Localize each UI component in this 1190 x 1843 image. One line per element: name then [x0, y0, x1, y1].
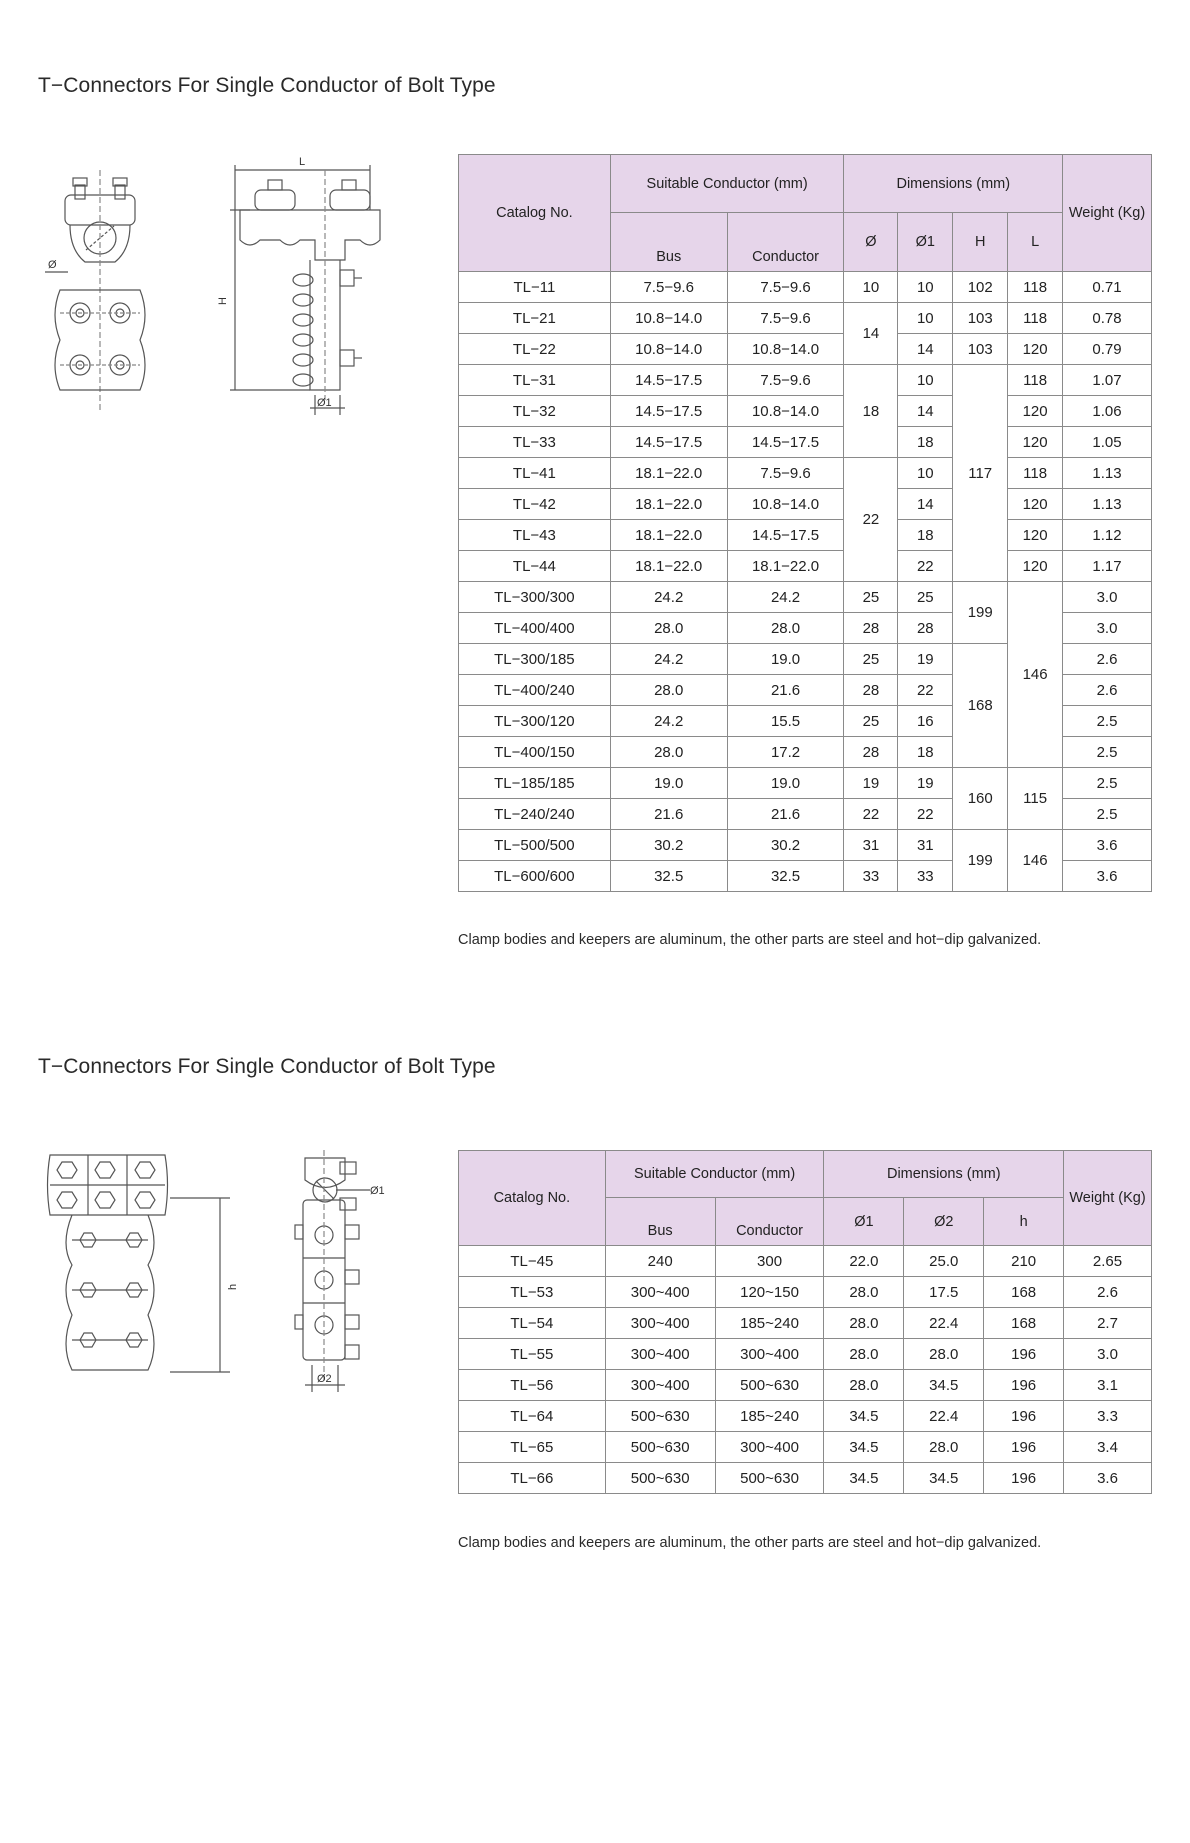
- table-cell: 21.6: [727, 799, 844, 830]
- header-d1: Ø1: [898, 213, 953, 272]
- table-cell: 28.0: [824, 1339, 904, 1370]
- table-cell: 19.0: [727, 768, 844, 799]
- table-row: [459, 365, 1152, 396]
- table-cell: 32.5: [610, 861, 727, 892]
- table-cell: 21.6: [610, 799, 727, 830]
- table-cell: 3.3: [1064, 1401, 1152, 1432]
- table-row: [459, 1339, 1152, 1370]
- table-cell: 14.5−17.5: [727, 427, 844, 458]
- table-cell: 146: [1008, 830, 1063, 892]
- table-cell: 115: [1008, 768, 1063, 830]
- table-cell: TL−300/185: [459, 644, 611, 675]
- table-cell: 500~630: [715, 1463, 824, 1494]
- table-row: [459, 1246, 1152, 1277]
- table-cell: 18: [844, 365, 898, 458]
- table-row: [459, 520, 1152, 551]
- header-catalog: Catalog No.: [459, 155, 611, 272]
- header-H: H: [953, 213, 1008, 272]
- table-cell: 31: [898, 830, 953, 861]
- table-cell: 19: [898, 644, 953, 675]
- section2-note: Clamp bodies and keepers are aluminum, the other parts are steel and hot−dip galvanized.: [458, 1535, 1042, 1551]
- table-cell: 3.6: [1063, 861, 1152, 892]
- table-cell: 19: [898, 768, 953, 799]
- table-cell: 10.8−14.0: [727, 396, 844, 427]
- table-cell: 7.5−9.6: [727, 365, 844, 396]
- table-cell: 196: [984, 1370, 1064, 1401]
- table-cell: 24.2: [727, 582, 844, 613]
- table-cell: 18: [898, 427, 953, 458]
- table-cell: 14.5−17.5: [610, 396, 727, 427]
- table-cell: 19.0: [727, 644, 844, 675]
- table-cell: 2.7: [1064, 1308, 1152, 1339]
- header-dimensions-2: Dimensions (mm): [824, 1151, 1064, 1198]
- table-cell: 240: [605, 1246, 715, 1277]
- table-cell: 17.2: [727, 737, 844, 768]
- table-cell: 2.5: [1063, 706, 1152, 737]
- table-cell: 0.78: [1063, 303, 1152, 334]
- table-cell: 168: [984, 1308, 1064, 1339]
- table-cell: 1.12: [1063, 520, 1152, 551]
- table-cell: 2.6: [1063, 644, 1152, 675]
- dim-label-d1-2: Ø1: [370, 1185, 385, 1197]
- header-dimensions: Dimensions (mm): [844, 155, 1063, 213]
- table-cell: 3.0: [1064, 1339, 1152, 1370]
- table-cell: 3.0: [1063, 582, 1152, 613]
- table-cell: 7.5−9.6: [610, 272, 727, 303]
- table-cell: TL−32: [459, 396, 611, 427]
- table-cell: 0.79: [1063, 334, 1152, 365]
- table-cell: 300~400: [715, 1432, 824, 1463]
- header-d1-2: Ø1: [824, 1198, 904, 1246]
- table-cell: TL−11: [459, 272, 611, 303]
- table-cell: TL−56: [459, 1370, 606, 1401]
- table-cell: 34.5: [824, 1432, 904, 1463]
- table-cell: 196: [984, 1339, 1064, 1370]
- table-cell: 117: [953, 365, 1008, 582]
- table-cell: 19.0: [610, 768, 727, 799]
- table-cell: TL−500/500: [459, 830, 611, 861]
- header-weight: Weight (Kg): [1063, 155, 1152, 272]
- header-weight-2: Weight (Kg): [1064, 1151, 1152, 1246]
- table-cell: TL−53: [459, 1277, 606, 1308]
- table-cell: 10: [898, 272, 953, 303]
- table-cell: 3.6: [1063, 830, 1152, 861]
- table-cell: 18: [898, 737, 953, 768]
- table-cell: 7.5−9.6: [727, 303, 844, 334]
- table-cell: 1.13: [1063, 458, 1152, 489]
- table-cell: 18.1−22.0: [610, 551, 727, 582]
- table-cell: 28.0: [610, 737, 727, 768]
- table-cell: 500~630: [605, 1401, 715, 1432]
- table-cell: 28: [898, 613, 953, 644]
- table-cell: 185~240: [715, 1308, 824, 1339]
- table-cell: 25: [844, 582, 898, 613]
- dim-label-L: L: [299, 156, 306, 168]
- table-cell: 1.13: [1063, 489, 1152, 520]
- table-cell: 28.0: [904, 1339, 984, 1370]
- header-conductor-2: Conductor: [715, 1198, 824, 1246]
- table-cell: 22: [898, 551, 953, 582]
- table-cell: 22: [898, 675, 953, 706]
- table-cell: TL−44: [459, 551, 611, 582]
- table-cell: 199: [953, 582, 1008, 644]
- header-L: L: [1008, 213, 1063, 272]
- dim-label-H: H: [217, 297, 229, 305]
- table-row: [459, 830, 1152, 861]
- table-cell: 300~400: [715, 1339, 824, 1370]
- table-cell: TL−45: [459, 1246, 606, 1277]
- table-cell: 24.2: [610, 582, 727, 613]
- table-cell: 14: [898, 489, 953, 520]
- table-row: [459, 272, 1152, 303]
- table-cell: 300~400: [605, 1370, 715, 1401]
- table-row: [459, 303, 1152, 334]
- table-cell: 28: [844, 613, 898, 644]
- header-suitable-conductor-2: Suitable Conductor (mm): [605, 1151, 824, 1198]
- table-cell: 185~240: [715, 1401, 824, 1432]
- section1-title: T−Connectors For Single Conductor of Bolt Type: [38, 74, 496, 97]
- table-cell: TL−41: [459, 458, 611, 489]
- table-cell: 120~150: [715, 1277, 824, 1308]
- table-cell: 10.8−14.0: [727, 489, 844, 520]
- spec-table-2-body: [459, 1246, 1152, 1494]
- table-cell: 10: [898, 303, 953, 334]
- table-cell: 168: [984, 1277, 1064, 1308]
- table-cell: 34.5: [824, 1463, 904, 1494]
- table-cell: 14: [898, 396, 953, 427]
- table-cell: TL−55: [459, 1339, 606, 1370]
- table-cell: 120: [1008, 489, 1063, 520]
- header-bus: Bus: [610, 213, 727, 272]
- table-cell: 30.2: [727, 830, 844, 861]
- table-cell: 14: [844, 303, 898, 365]
- table-cell: 28.0: [610, 675, 727, 706]
- header-suitable-conductor: Suitable Conductor (mm): [610, 155, 844, 213]
- table-cell: 120: [1008, 427, 1063, 458]
- dim-label-h: h: [227, 1283, 239, 1290]
- table-cell: 28: [844, 737, 898, 768]
- table-cell: 24.2: [610, 706, 727, 737]
- table-cell: 22: [844, 799, 898, 830]
- dim-label-d: Ø: [48, 259, 57, 271]
- bolt-type-connector-drawing-1: [40, 150, 400, 430]
- table-cell: 34.5: [904, 1463, 984, 1494]
- table-cell: 17.5: [904, 1277, 984, 1308]
- table-cell: 10.8−14.0: [610, 303, 727, 334]
- table-row: [459, 768, 1152, 799]
- spec-table-1: [458, 154, 1152, 892]
- table-cell: 22: [844, 458, 898, 582]
- table-row: [459, 1432, 1152, 1463]
- table-cell: 2.65: [1064, 1246, 1152, 1277]
- table-cell: 18.1−22.0: [610, 520, 727, 551]
- table-cell: 2.5: [1063, 737, 1152, 768]
- table-cell: 500~630: [605, 1463, 715, 1494]
- table-cell: 2.6: [1064, 1277, 1152, 1308]
- table-row: [459, 1401, 1152, 1432]
- table-row: [459, 582, 1152, 613]
- table-cell: 168: [953, 644, 1008, 768]
- section1-note: Clamp bodies and keepers are aluminum, the other parts are steel and hot−dip galvanized.: [458, 932, 1042, 948]
- table-cell: 196: [984, 1401, 1064, 1432]
- table-cell: 22.4: [904, 1308, 984, 1339]
- table-cell: TL−31: [459, 365, 611, 396]
- table-cell: 500~630: [605, 1432, 715, 1463]
- header-catalog-2: Catalog No.: [459, 1151, 606, 1246]
- table-cell: 0.71: [1063, 272, 1152, 303]
- header-d2: Ø2: [904, 1198, 984, 1246]
- bolt-type-connector-drawing-2: [40, 1140, 420, 1410]
- table-cell: 30.2: [610, 830, 727, 861]
- table-row: [459, 334, 1152, 365]
- table-cell: 21.6: [727, 675, 844, 706]
- table-cell: 14: [898, 334, 953, 365]
- table-cell: TL−600/600: [459, 861, 611, 892]
- table-cell: 118: [1008, 365, 1063, 396]
- table-cell: 25.0: [904, 1246, 984, 1277]
- table-cell: TL−240/240: [459, 799, 611, 830]
- table-cell: TL−64: [459, 1401, 606, 1432]
- table-cell: TL−65: [459, 1432, 606, 1463]
- header-h: h: [984, 1198, 1064, 1246]
- dim-label-d1: Ø1: [317, 397, 332, 409]
- table-cell: 1.07: [1063, 365, 1152, 396]
- table-cell: 10.8−14.0: [610, 334, 727, 365]
- table-cell: 103: [953, 334, 1008, 365]
- section2-title: T−Connectors For Single Conductor of Bolt Type: [38, 1055, 496, 1078]
- table-cell: TL−66: [459, 1463, 606, 1494]
- table-cell: 14.5−17.5: [610, 427, 727, 458]
- table-cell: 15.5: [727, 706, 844, 737]
- table-cell: 14.5−17.5: [727, 520, 844, 551]
- table-cell: 25: [844, 644, 898, 675]
- table-cell: TL−43: [459, 520, 611, 551]
- table-cell: 28.0: [824, 1370, 904, 1401]
- table-cell: 300~400: [605, 1277, 715, 1308]
- table-cell: 3.1: [1064, 1370, 1152, 1401]
- table-cell: 10: [898, 458, 953, 489]
- table-cell: 2.5: [1063, 768, 1152, 799]
- table-cell: 118: [1008, 272, 1063, 303]
- table-cell: 24.2: [610, 644, 727, 675]
- table-cell: 22: [898, 799, 953, 830]
- header-conductor: Conductor: [727, 213, 844, 272]
- table-cell: 300: [715, 1246, 824, 1277]
- table-cell: 10: [844, 272, 898, 303]
- table-cell: 33: [898, 861, 953, 892]
- table-cell: 18.1−22.0: [727, 551, 844, 582]
- table-cell: 28.0: [824, 1308, 904, 1339]
- table-row: [459, 427, 1152, 458]
- table-cell: 3.0: [1063, 613, 1152, 644]
- table-cell: 34.5: [824, 1401, 904, 1432]
- table-cell: 300~400: [605, 1339, 715, 1370]
- table-cell: 18.1−22.0: [610, 489, 727, 520]
- table-cell: TL−400/150: [459, 737, 611, 768]
- table-row: [459, 1277, 1152, 1308]
- table-cell: TL−400/240: [459, 675, 611, 706]
- table-cell: TL−185/185: [459, 768, 611, 799]
- table-cell: 1.06: [1063, 396, 1152, 427]
- table-cell: 199: [953, 830, 1008, 892]
- table-cell: 32.5: [727, 861, 844, 892]
- table-cell: 120: [1008, 551, 1063, 582]
- header-bus-2: Bus: [605, 1198, 715, 1246]
- table-cell: TL−21: [459, 303, 611, 334]
- table-cell: TL−42: [459, 489, 611, 520]
- table-cell: 2.5: [1063, 799, 1152, 830]
- table-row: [459, 551, 1152, 582]
- table-cell: 120: [1008, 396, 1063, 427]
- table-cell: 19: [844, 768, 898, 799]
- table-row: [459, 1370, 1152, 1401]
- table-cell: 103: [953, 303, 1008, 334]
- table-row: [459, 458, 1152, 489]
- table-cell: 102: [953, 272, 1008, 303]
- table-cell: 18.1−22.0: [610, 458, 727, 489]
- table-cell: 1.17: [1063, 551, 1152, 582]
- table-cell: 7.5−9.6: [727, 272, 844, 303]
- table-row: [459, 1308, 1152, 1339]
- table-cell: 28: [844, 675, 898, 706]
- table-cell: 160: [953, 768, 1008, 830]
- table-cell: 196: [984, 1432, 1064, 1463]
- table-cell: 16: [898, 706, 953, 737]
- table-row: [459, 489, 1152, 520]
- table-cell: 2.6: [1063, 675, 1152, 706]
- table-cell: 31: [844, 830, 898, 861]
- table-cell: 28.0: [824, 1277, 904, 1308]
- table-cell: 196: [984, 1463, 1064, 1494]
- table-cell: 3.4: [1064, 1432, 1152, 1463]
- table-cell: 1.05: [1063, 427, 1152, 458]
- table-cell: 10.8−14.0: [727, 334, 844, 365]
- table-cell: 120: [1008, 334, 1063, 365]
- table-row: [459, 396, 1152, 427]
- table-cell: 22.4: [904, 1401, 984, 1432]
- spec-table-2: [458, 1150, 1152, 1494]
- table-cell: 10: [898, 365, 953, 396]
- table-cell: 14.5−17.5: [610, 365, 727, 396]
- table-cell: 28.0: [727, 613, 844, 644]
- table-cell: 34.5: [904, 1370, 984, 1401]
- table-cell: 28.0: [904, 1432, 984, 1463]
- table-cell: 120: [1008, 520, 1063, 551]
- header-d: Ø: [844, 213, 898, 272]
- table-cell: 118: [1008, 303, 1063, 334]
- table-cell: 300~400: [605, 1308, 715, 1339]
- table-cell: 28.0: [610, 613, 727, 644]
- table-cell: TL−400/400: [459, 613, 611, 644]
- table-cell: TL−300/300: [459, 582, 611, 613]
- table-cell: 210: [984, 1246, 1064, 1277]
- table-cell: TL−54: [459, 1308, 606, 1339]
- spec-table-1-body: [459, 272, 1152, 892]
- table-cell: 7.5−9.6: [727, 458, 844, 489]
- table-cell: 33: [844, 861, 898, 892]
- table-cell: TL−22: [459, 334, 611, 365]
- table-cell: 18: [898, 520, 953, 551]
- table-cell: 118: [1008, 458, 1063, 489]
- dim-label-d2: Ø2: [317, 1373, 332, 1385]
- table-cell: 25: [844, 706, 898, 737]
- table-cell: 22.0: [824, 1246, 904, 1277]
- table-cell: 25: [898, 582, 953, 613]
- table-cell: TL−300/120: [459, 706, 611, 737]
- table-row: [459, 1463, 1152, 1494]
- table-cell: 3.6: [1064, 1463, 1152, 1494]
- table-cell: 146: [1008, 582, 1063, 768]
- table-cell: TL−33: [459, 427, 611, 458]
- table-cell: 500~630: [715, 1370, 824, 1401]
